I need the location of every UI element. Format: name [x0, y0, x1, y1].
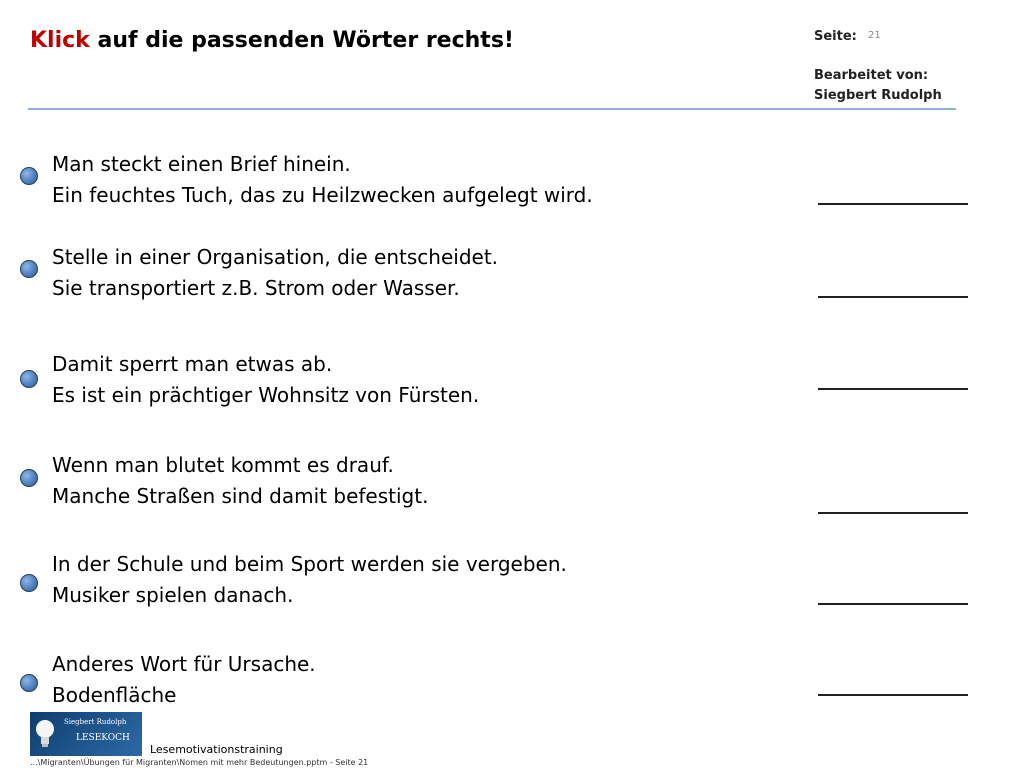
clue-line-1: Anderes Wort für Ursache. [52, 652, 316, 676]
clue-line-1: Damit sperrt man etwas ab. [52, 352, 333, 376]
page-label: Seite: [814, 29, 857, 44]
answer-blank[interactable] [818, 203, 968, 205]
footer-file-path: ...\Migranten\Übungen für Migranten\Nomen mit mehr Bedeutungen.pptm - Seite 21 [30, 758, 369, 767]
answer-blank[interactable] [818, 388, 968, 390]
clue-line-1: Wenn man blutet kommt es drauf. [52, 453, 394, 477]
answer-radio-button[interactable] [20, 167, 38, 185]
answer-blank[interactable] [818, 603, 968, 605]
answer-radio-button[interactable] [20, 370, 38, 388]
page-title [30, 28, 514, 53]
clue-line-1: In der Schule und beim Sport werden sie vergeben. [52, 552, 567, 576]
clue-line-2: Ein feuchtes Tuch, das zu Heilzwecken aufgelegt wird. [52, 183, 593, 207]
author-name: Siegbert Rudolph [814, 88, 942, 103]
question-row [0, 648, 1024, 718]
answer-blank[interactable] [818, 296, 968, 298]
answer-radio-button[interactable] [20, 260, 38, 278]
lesekoch-logo [30, 712, 142, 756]
clue-line-2: Manche Straßen sind damit befestigt. [52, 484, 429, 508]
header-divider [28, 108, 956, 110]
answer-radio-button[interactable] [20, 469, 38, 487]
logo-brand: LESEKOCH [76, 733, 130, 743]
question-row [0, 548, 1024, 618]
clue-line-2: Musiker spielen danach. [52, 583, 294, 607]
title-accent: Klick [30, 28, 90, 53]
clue-line-1: Stelle in einer Organisation, die entscheidet. [52, 245, 499, 269]
answer-radio-button[interactable] [20, 674, 38, 692]
question-row [0, 348, 1024, 418]
edited-by-label: Bearbeitet von: [814, 68, 929, 83]
lightbulb-icon [34, 718, 56, 750]
question-row [0, 449, 1024, 519]
title-rest: auf die passenden Wörter rechts! [89, 28, 514, 53]
footer-title: Lesemotivationstraining [150, 743, 283, 756]
clue-line-1: Man steckt einen Brief hinein. [52, 152, 351, 176]
logo-author: Siegbert Rudolph [64, 718, 127, 726]
clue-line-2: Sie transportiert z.B. Strom oder Wasser. [52, 276, 460, 300]
clue-line-2: Es ist ein prächtiger Wohnsitz von Fürsten. [52, 383, 480, 407]
answer-blank[interactable] [818, 512, 968, 514]
answer-radio-button[interactable] [20, 574, 38, 592]
question-row [0, 148, 1024, 218]
clue-line-2: Bodenfläche [52, 683, 177, 707]
answer-blank[interactable] [818, 694, 968, 696]
page-number: 21 [868, 30, 881, 41]
question-row [0, 241, 1024, 311]
